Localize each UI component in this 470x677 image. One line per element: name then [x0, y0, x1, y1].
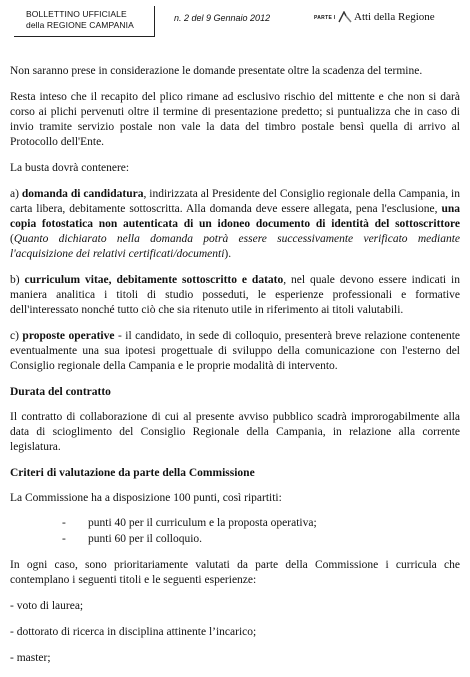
bulletin-region: della REGIONE CAMPANIA	[26, 20, 134, 30]
paragraph-deadline: Non saranno prese in considerazione le domande presentate oltre la scadenza del termine.	[10, 65, 423, 77]
item-b-curriculum	[10, 273, 460, 318]
item-a-prefix: a)	[10, 188, 22, 200]
item-a-id-copy: una copia fotostatica non autenticata di un idoneo documento di identità del sottoscrittore	[10, 203, 460, 230]
heading-evaluation-criteria: Criteri di valutazione da parte della Commissione	[10, 467, 255, 479]
points-list	[10, 515, 460, 547]
part-label: PARTE I	[314, 15, 336, 21]
paragraph-envelope-contents: La busta dovrà contenere:	[10, 162, 130, 174]
heading-contract-duration: Durata del contratto	[10, 386, 111, 398]
item-b-prefix: b)	[10, 274, 25, 286]
paragraph-delivery-risk: Resta inteso che il recapito del plico rimane ad esclusivo rischio del mittente e che non si darà corso ai plichi pervenuti oltre il termine di presentazione predetto; si puntualizza che in caso di invio tramite servizio postale non vale la data del timbro postale bensì quella di arrivo al Protocollo dell'Ente.	[10, 91, 460, 148]
page-header	[0, 0, 470, 44]
item-b-text: , nel quale devono essere indicati in maniera analitica i titoli di studio posseduti, le esperienze professionali e formative dell'interessato nonché tutto ciò che sia ritenuto utile in riferimento ai titoli valutabili.	[10, 274, 460, 316]
item-a-paren-open: (	[10, 233, 14, 245]
item-c-proposals	[10, 329, 460, 374]
list-item	[62, 515, 460, 531]
paragraph-contract-duration: Il contratto di collaborazione di cui al presente avviso pubblico scadrà improrogabilmente alla data di scioglimento del Consiglio Regionale della Campania, in relazione alla corrente legislatura.	[10, 411, 460, 453]
item-c-text: - il candidato, in sede di colloquio, presenterà breve relazione contenente eventualmente una sua ipotesi progettuale di sviluppo della comunicazione con l'esterno del Consiglio regionale della Campania e le proprie modalità di intervento.	[10, 330, 460, 372]
item-a-note: Quanto dichiarato nella domanda potrà essere successivamente verificato mediante l'acquisizione dei relativi certificati/documenti	[10, 233, 460, 260]
dash-bullet: -	[62, 517, 66, 529]
list-item-text: punti 60 per il colloquio.	[88, 533, 203, 545]
item-a-application	[10, 187, 460, 262]
issue-number: n. 2 del 9 Gennaio 2012	[174, 13, 271, 23]
item-a-title: domanda di candidatura	[21, 188, 144, 200]
item-doctorate: - dottorato di ricerca in disciplina attinente l’incarico;	[10, 626, 257, 638]
paragraph-priority: In ogni caso, sono prioritariamente valutati da parte della Commissione i curricula che contemplano i seguenti titoli e le seguenti esperienze:	[10, 559, 460, 586]
bulletin-title-box	[14, 6, 155, 37]
dash-bullet: -	[62, 533, 66, 545]
region-logo-icon	[338, 11, 352, 23]
list-item-text: punti 40 per il curriculum e la proposta operativa;	[88, 517, 317, 529]
item-c-title: proposte operative	[22, 330, 115, 342]
paragraph-points: La Commissione ha a disposizione 100 punti, così ripartiti:	[10, 492, 282, 504]
list-item	[62, 531, 460, 547]
document-body	[10, 64, 460, 677]
section-title: Atti della Regione	[354, 11, 435, 23]
item-a-paren-close: ).	[224, 248, 232, 260]
item-b-title: curriculum vitae, debitamente sottoscritto e datato	[24, 274, 284, 286]
item-master: - master;	[10, 652, 51, 664]
item-c-prefix: c)	[10, 330, 23, 342]
item-a-text: , indirizzata al Presidente del Consiglio regionale della Campania, in carta libera, debitamente sottoscritta. Alla domanda deve essere allegata, pena l'esclusione,	[10, 188, 460, 215]
bulletin-title: BOLLETTINO UFFICIALE	[26, 9, 127, 19]
item-degree-grade: - voto di laurea;	[10, 600, 84, 612]
